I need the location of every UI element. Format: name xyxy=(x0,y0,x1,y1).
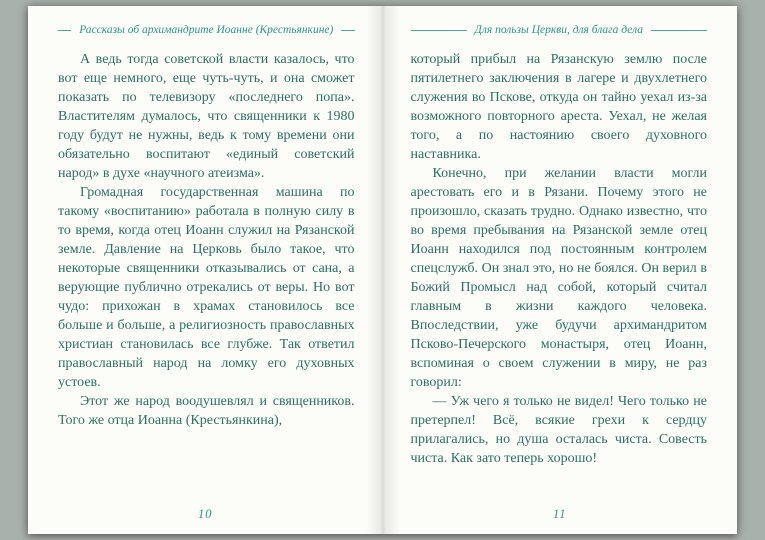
paragraph: — Уж чего я только не видел! Чего только не претерпел! Всё, всякие грехи к сердцу прилагались, но душа осталась чиста. Совесть чиста. Как зато теперь хорошо! xyxy=(410,394,707,466)
header-rule-right xyxy=(651,30,707,31)
paragraph: А ведь тогда советской власти казалось, что вот еще немного, еще чуть-чуть, и она сможет показать по телевизору «последнего попа». Властителям думалось, что священники к 1980 году будут не нужны, ведь к тому времени они обязательно воспитают «единый советский народ» в духе «научного атеизма». xyxy=(58,52,355,181)
left-page-number: 10 xyxy=(198,507,213,521)
header-rule-left xyxy=(411,30,467,31)
right-running-header xyxy=(411,24,708,36)
paragraph: Громадная государственная машина по такому «воспитанию» работала в полную силу в то время, когда отец Иоанн служил на Рязанской земле. Давление на Церковь было такое, что некоторые священники отказывались от сана, а верующие публично отрекались от веры. Но вот чудо: прихожан в храмах становилось все больше и больше, а религиозность православных христиан становилась все глубже. Так ответил православный народ на ломку его духовных устоев. xyxy=(58,185,355,390)
right-page-number: 11 xyxy=(552,507,567,521)
header-rule-right xyxy=(341,30,354,31)
paragraph: Конечно, при желании власти могли арестовать его и в Рязани. Почему этого не произошло, сказать трудно. Однако известно, что во время пребывания на Рязанской земле отец Иоанн находился под постоянным контролем спецслужб. Он знал это, но не боялся. Он верил в Божий Промысл над собой, который считал главным в жизни каждого человека. Впоследствии, уже будучи архимандритом Псково-Печерского монастыря, отец Иоанн, вспоминая о своем служении в миру, не раз говорил: xyxy=(410,166,707,390)
right-page-text xyxy=(411,50,708,468)
right-page xyxy=(383,6,738,534)
left-page xyxy=(28,6,383,534)
left-running-header xyxy=(58,24,355,36)
right-header-text: Для пользы Церкви, для блага дела xyxy=(474,24,643,36)
left-header-text: Рассказы об архимандрите Иоанне (Крестьянкине) xyxy=(79,24,334,36)
book-spread xyxy=(28,6,737,534)
header-rule-left xyxy=(58,30,71,31)
left-page-text xyxy=(58,50,355,430)
paragraph: Этот же народ воодушевлял и священников. Того же отца Иоанна (Крестьянкина), xyxy=(58,394,355,428)
paragraph: который прибыл на Рязанскую землю после пятилетнего заключения в лагере и двухлетнего служения во Пскове, откуда он тайно уехал из-за возможного повторного ареста. Уехал, не желая того, а по настоянию своего духовного наставника. xyxy=(410,52,707,162)
